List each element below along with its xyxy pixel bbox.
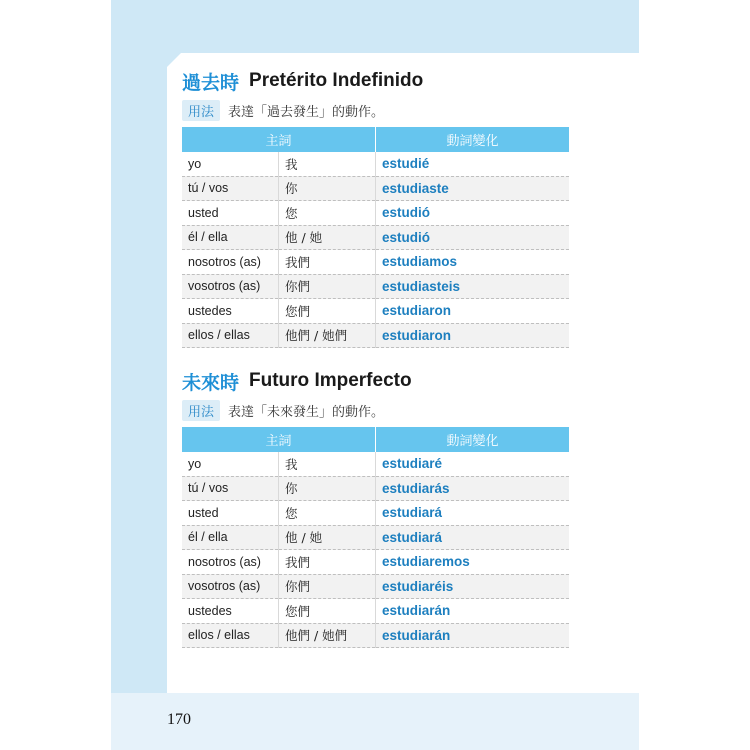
subject-es-cell: usted bbox=[182, 501, 279, 526]
subject-zh-cell: 我們 bbox=[279, 250, 376, 275]
verb-form-cell: estudiaréis bbox=[376, 574, 570, 599]
verb-form-cell: estudiará bbox=[376, 525, 570, 550]
subject-zh-cell: 你 bbox=[279, 176, 376, 201]
subject-es-cell: tú / vos bbox=[182, 476, 279, 501]
usage-line bbox=[182, 100, 569, 120]
usage-tag: 用法 bbox=[182, 100, 220, 121]
section-title bbox=[182, 366, 569, 396]
verb-form-cell: estudiaron bbox=[376, 299, 570, 324]
table-row bbox=[182, 525, 569, 550]
conjugation-table bbox=[182, 427, 569, 648]
usage-line bbox=[182, 400, 569, 420]
verb-form-cell: estudiaré bbox=[376, 452, 570, 476]
table-row bbox=[182, 225, 569, 250]
table-row bbox=[182, 452, 569, 476]
subject-zh-cell: 他 / 她 bbox=[279, 225, 376, 250]
usage-text: 表達「過去發生」的動作。 bbox=[228, 104, 385, 120]
section-title-es: Futuro Imperfecto bbox=[249, 370, 412, 391]
subject-zh-cell: 您 bbox=[279, 201, 376, 226]
subject-zh-cell: 你們 bbox=[279, 274, 376, 299]
subject-es-cell: vosotros (as) bbox=[182, 574, 279, 599]
table-row bbox=[182, 501, 569, 526]
section-preterito bbox=[182, 66, 569, 348]
section-title-zh: 未來時 bbox=[182, 371, 240, 394]
subject-es-cell: él / ella bbox=[182, 525, 279, 550]
subject-zh-cell: 他們 / 她們 bbox=[279, 623, 376, 648]
verb-form-cell: estudiamos bbox=[376, 250, 570, 275]
subject-es-cell: él / ella bbox=[182, 225, 279, 250]
header-verb: 動詞變化 bbox=[376, 427, 570, 452]
header-subject: 主詞 bbox=[182, 427, 376, 452]
subject-zh-cell: 你們 bbox=[279, 574, 376, 599]
subject-zh-cell: 我 bbox=[279, 152, 376, 176]
subject-zh-cell: 你 bbox=[279, 476, 376, 501]
subject-es-cell: ellos / ellas bbox=[182, 323, 279, 348]
subject-es-cell: yo bbox=[182, 152, 279, 176]
subject-zh-cell: 我們 bbox=[279, 550, 376, 575]
verb-form-cell: estudiará bbox=[376, 501, 570, 526]
table-row bbox=[182, 250, 569, 275]
table-header-row bbox=[182, 127, 569, 152]
subject-es-cell: tú / vos bbox=[182, 176, 279, 201]
header-verb: 動詞變化 bbox=[376, 127, 570, 152]
conjugation-table bbox=[182, 127, 569, 348]
usage-text: 表達「未來發生」的動作。 bbox=[228, 404, 385, 420]
verb-form-cell: estudiaron bbox=[376, 323, 570, 348]
table-row bbox=[182, 476, 569, 501]
table-row bbox=[182, 623, 569, 648]
verb-form-cell: estudiarás bbox=[376, 476, 570, 501]
usage-tag: 用法 bbox=[182, 400, 220, 421]
table-row bbox=[182, 274, 569, 299]
subject-zh-cell: 您們 bbox=[279, 599, 376, 624]
subject-es-cell: nosotros (as) bbox=[182, 250, 279, 275]
header-subject: 主詞 bbox=[182, 127, 376, 152]
subject-zh-cell: 您 bbox=[279, 501, 376, 526]
subject-es-cell: vosotros (as) bbox=[182, 274, 279, 299]
table-row bbox=[182, 152, 569, 176]
table-row bbox=[182, 550, 569, 575]
table-row bbox=[182, 201, 569, 226]
verb-form-cell: estudiasteis bbox=[376, 274, 570, 299]
verb-form-cell: estudié bbox=[376, 152, 570, 176]
section-futuro bbox=[182, 366, 569, 648]
verb-form-cell: estudiaremos bbox=[376, 550, 570, 575]
table-row bbox=[182, 599, 569, 624]
verb-form-cell: estudiarán bbox=[376, 599, 570, 624]
verb-form-cell: estudiarán bbox=[376, 623, 570, 648]
verb-form-cell: estudió bbox=[376, 201, 570, 226]
subject-es-cell: ustedes bbox=[182, 599, 279, 624]
table-row bbox=[182, 323, 569, 348]
verb-form-cell: estudió bbox=[376, 225, 570, 250]
section-title bbox=[182, 66, 569, 96]
subject-es-cell: yo bbox=[182, 452, 279, 476]
subject-zh-cell: 他 / 她 bbox=[279, 525, 376, 550]
section-title-es: Pretérito Indefinido bbox=[249, 70, 424, 91]
table-row bbox=[182, 299, 569, 324]
subject-zh-cell: 他們 / 她們 bbox=[279, 323, 376, 348]
section-title-zh: 過去時 bbox=[182, 71, 240, 94]
page-number: 170 bbox=[167, 711, 191, 728]
verb-form-cell: estudiaste bbox=[376, 176, 570, 201]
subject-es-cell: ustedes bbox=[182, 299, 279, 324]
table-header-row bbox=[182, 427, 569, 452]
subject-zh-cell: 您們 bbox=[279, 299, 376, 324]
subject-zh-cell: 我 bbox=[279, 452, 376, 476]
subject-es-cell: ellos / ellas bbox=[182, 623, 279, 648]
table-row bbox=[182, 574, 569, 599]
subject-es-cell: usted bbox=[182, 201, 279, 226]
subject-es-cell: nosotros (as) bbox=[182, 550, 279, 575]
table-row bbox=[182, 176, 569, 201]
